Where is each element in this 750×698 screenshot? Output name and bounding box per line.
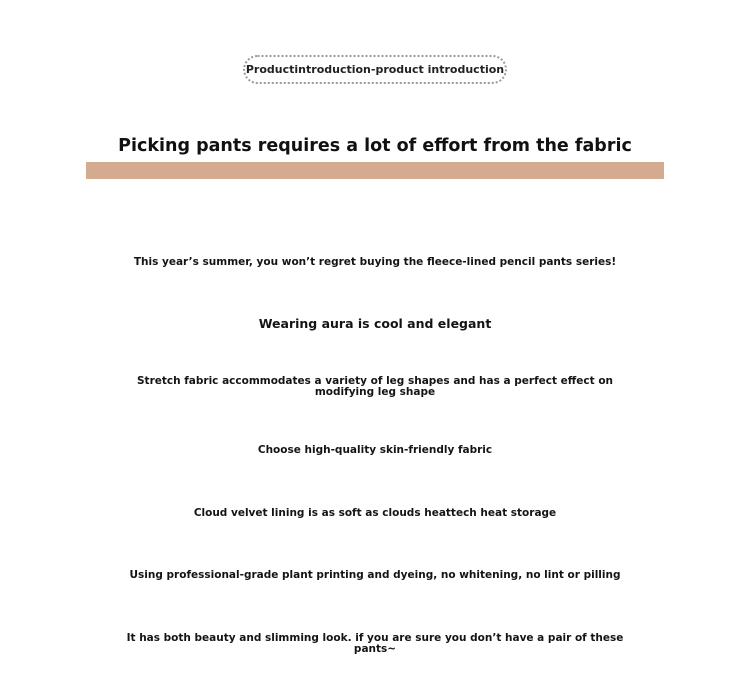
intro-line-velvet: Cloud velvet lining is as soft as clouds heattech heat storage — [193, 507, 557, 519]
section-label-text: Productintroduction-product introduction — [245, 63, 505, 76]
intro-line-aura: Wearing aura is cool and elegant — [258, 316, 492, 331]
intro-line-summer: This year’s summer, you won’t regret buying the fleece-lined pencil pants series! — [133, 256, 617, 268]
intro-line-slimming: It has both beauty and slimming look. if you are sure you don’t have a pair of these pants~ — [126, 632, 624, 655]
accent-divider-bar — [86, 162, 664, 179]
page-headline: Picking pants requires a lot of effort from the fabric — [118, 136, 632, 156]
section-label-pill — [243, 55, 507, 84]
intro-line-stretch: Stretch fabric accommodates a variety of leg shapes and has a perfect effect on modifying leg shape — [136, 375, 614, 398]
intro-line-fabric: Choose high-quality skin-friendly fabric — [257, 444, 493, 456]
intro-line-printing: Using professional-grade plant printing and dyeing, no whitening, no lint or pilling — [129, 569, 621, 581]
